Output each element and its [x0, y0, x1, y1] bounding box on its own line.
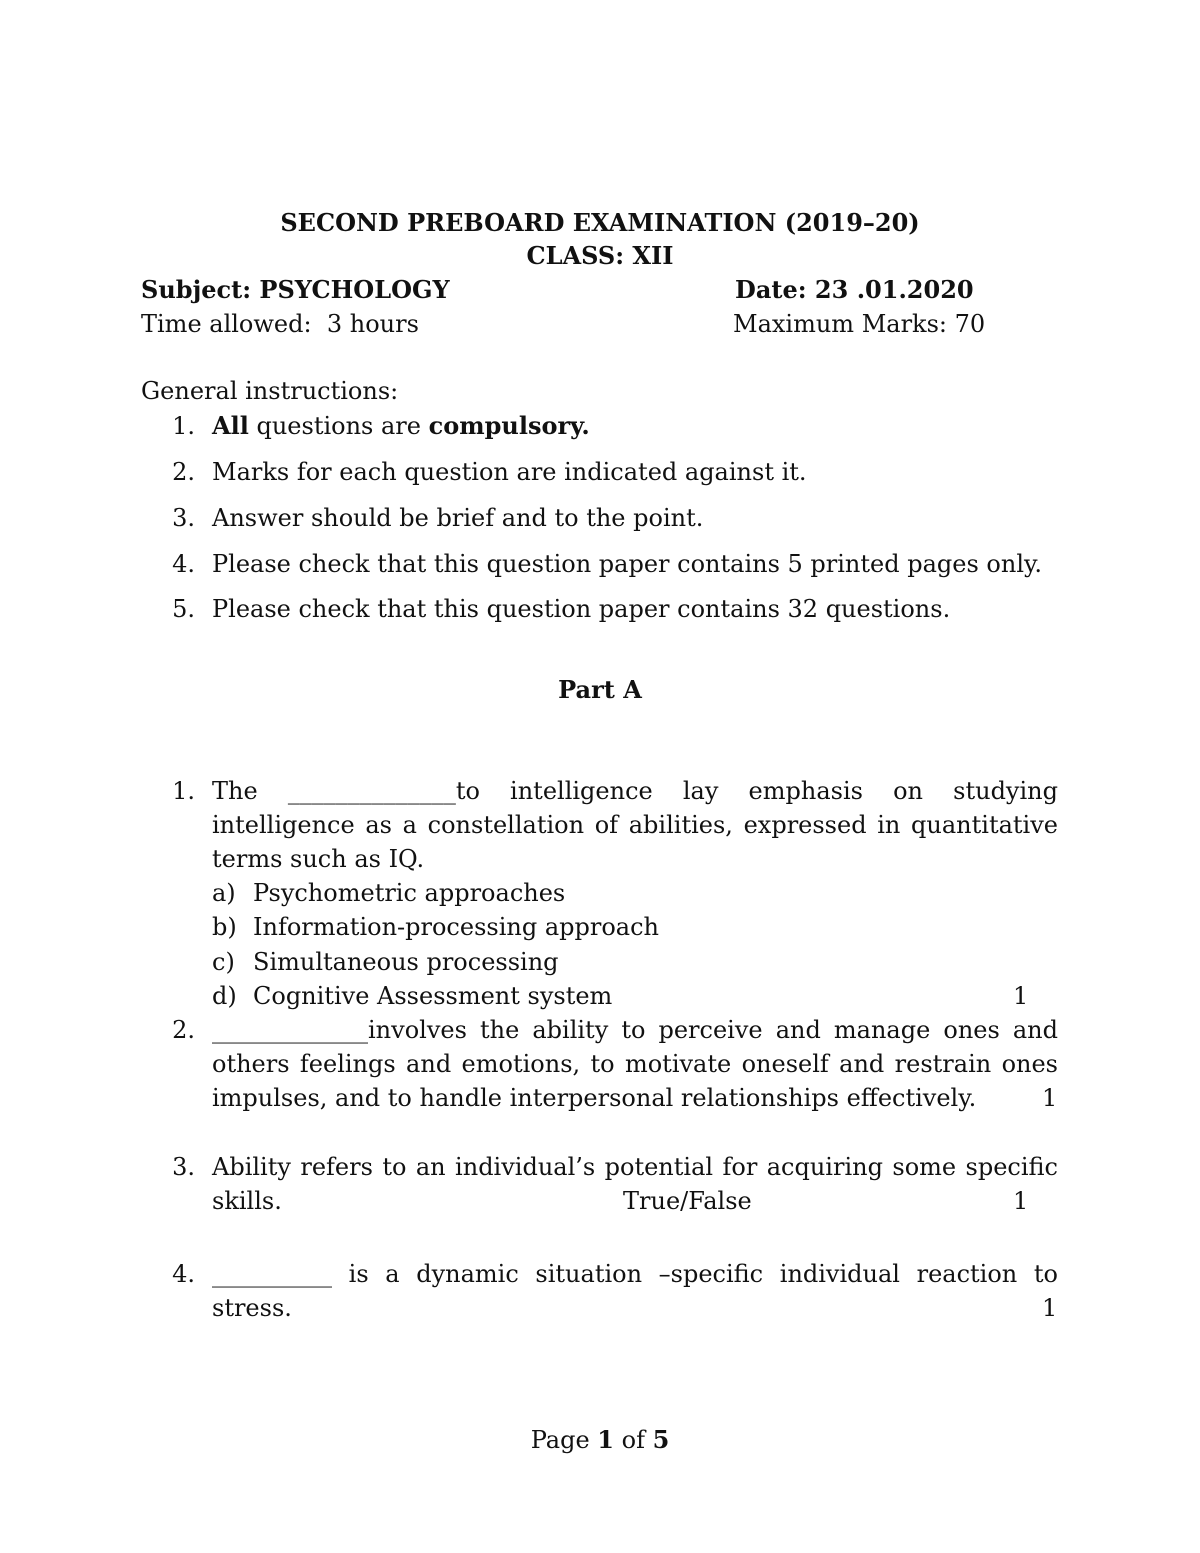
true-false-choice: True/False	[623, 1187, 752, 1215]
question-marks: 1	[1042, 1084, 1058, 1112]
question-text-line: Ability refers to an individual’s potential for acquiring some specific	[212, 1153, 1058, 1181]
instructions-heading: General instructions:	[141, 377, 399, 405]
question-text-line: terms such as IQ.	[212, 845, 425, 873]
option-text: Cognitive Assessment system	[253, 982, 613, 1010]
option-text: Psychometric approaches	[253, 879, 566, 907]
instruction-bold-compulsory: compulsory.	[428, 411, 590, 440]
option-label: d)	[212, 982, 237, 1010]
option-label: b)	[212, 913, 237, 941]
class-line: CLASS: XII	[526, 241, 674, 270]
question-number: 3.	[172, 1153, 195, 1181]
question-text-line: _____________involves the ability to perceive and manage ones and	[212, 1016, 1058, 1044]
question-text-line: others feelings and emotions, to motivate oneself and restrain ones	[212, 1050, 1058, 1078]
question-text-line: intelligence as a constellation of abilities, expressed in quantitative	[212, 811, 1058, 839]
option-label: a)	[212, 879, 236, 907]
maximum-marks: Maximum Marks: 70	[733, 310, 986, 338]
subject-line: Subject: PSYCHOLOGY	[141, 275, 450, 304]
page-total: 5	[652, 1425, 670, 1454]
part-heading: Part A	[558, 675, 642, 704]
question-marks: 1	[1013, 982, 1029, 1010]
option-text: Information-processing approach	[253, 913, 659, 941]
instruction-item: Please check that this question paper contains 5 printed pages only.	[212, 550, 1042, 578]
time-allowed: Time allowed: 3 hours	[141, 310, 419, 338]
page-number	[0, 1425, 1200, 1455]
instruction-number: 2.	[172, 458, 195, 486]
instruction-number: 5.	[172, 595, 195, 623]
instruction-text: questions are	[248, 412, 429, 440]
instruction-item: Answer should be brief and to the point.	[212, 504, 704, 532]
instruction-item	[212, 411, 590, 441]
question-text-line: The ______________to intelligence lay emphasis on studying	[212, 777, 1058, 805]
question-text-line: skills.	[212, 1187, 282, 1215]
question-text-line: __________ is a dynamic situation –specific individual reaction to	[212, 1260, 1058, 1288]
page-current: 1	[597, 1425, 614, 1454]
instruction-number: 1.	[172, 412, 195, 440]
question-number: 1.	[172, 777, 195, 805]
question-text-line: stress.	[212, 1294, 292, 1322]
instruction-number: 4.	[172, 550, 195, 578]
question-number: 2.	[172, 1016, 195, 1044]
instruction-number: 3.	[172, 504, 195, 532]
option-text: Simultaneous processing	[253, 948, 559, 976]
question-text-line: impulses, and to handle interpersonal relationships effectively.	[212, 1084, 977, 1112]
page-prefix: Page	[530, 1426, 598, 1454]
instruction-bold-all: All	[212, 411, 249, 440]
option-label: c)	[212, 948, 235, 976]
question-number: 4.	[172, 1260, 195, 1288]
page-mid: of	[613, 1426, 653, 1454]
question-marks: 1	[1042, 1294, 1058, 1322]
instruction-item: Please check that this question paper contains 32 questions.	[212, 595, 951, 623]
question-marks: 1	[1013, 1187, 1029, 1215]
date-line: Date: 23 .01.2020	[735, 275, 974, 304]
exam-title: SECOND PREBOARD EXAMINATION (2019–20)	[280, 208, 920, 237]
instruction-item: Marks for each question are indicated against it.	[212, 458, 807, 486]
